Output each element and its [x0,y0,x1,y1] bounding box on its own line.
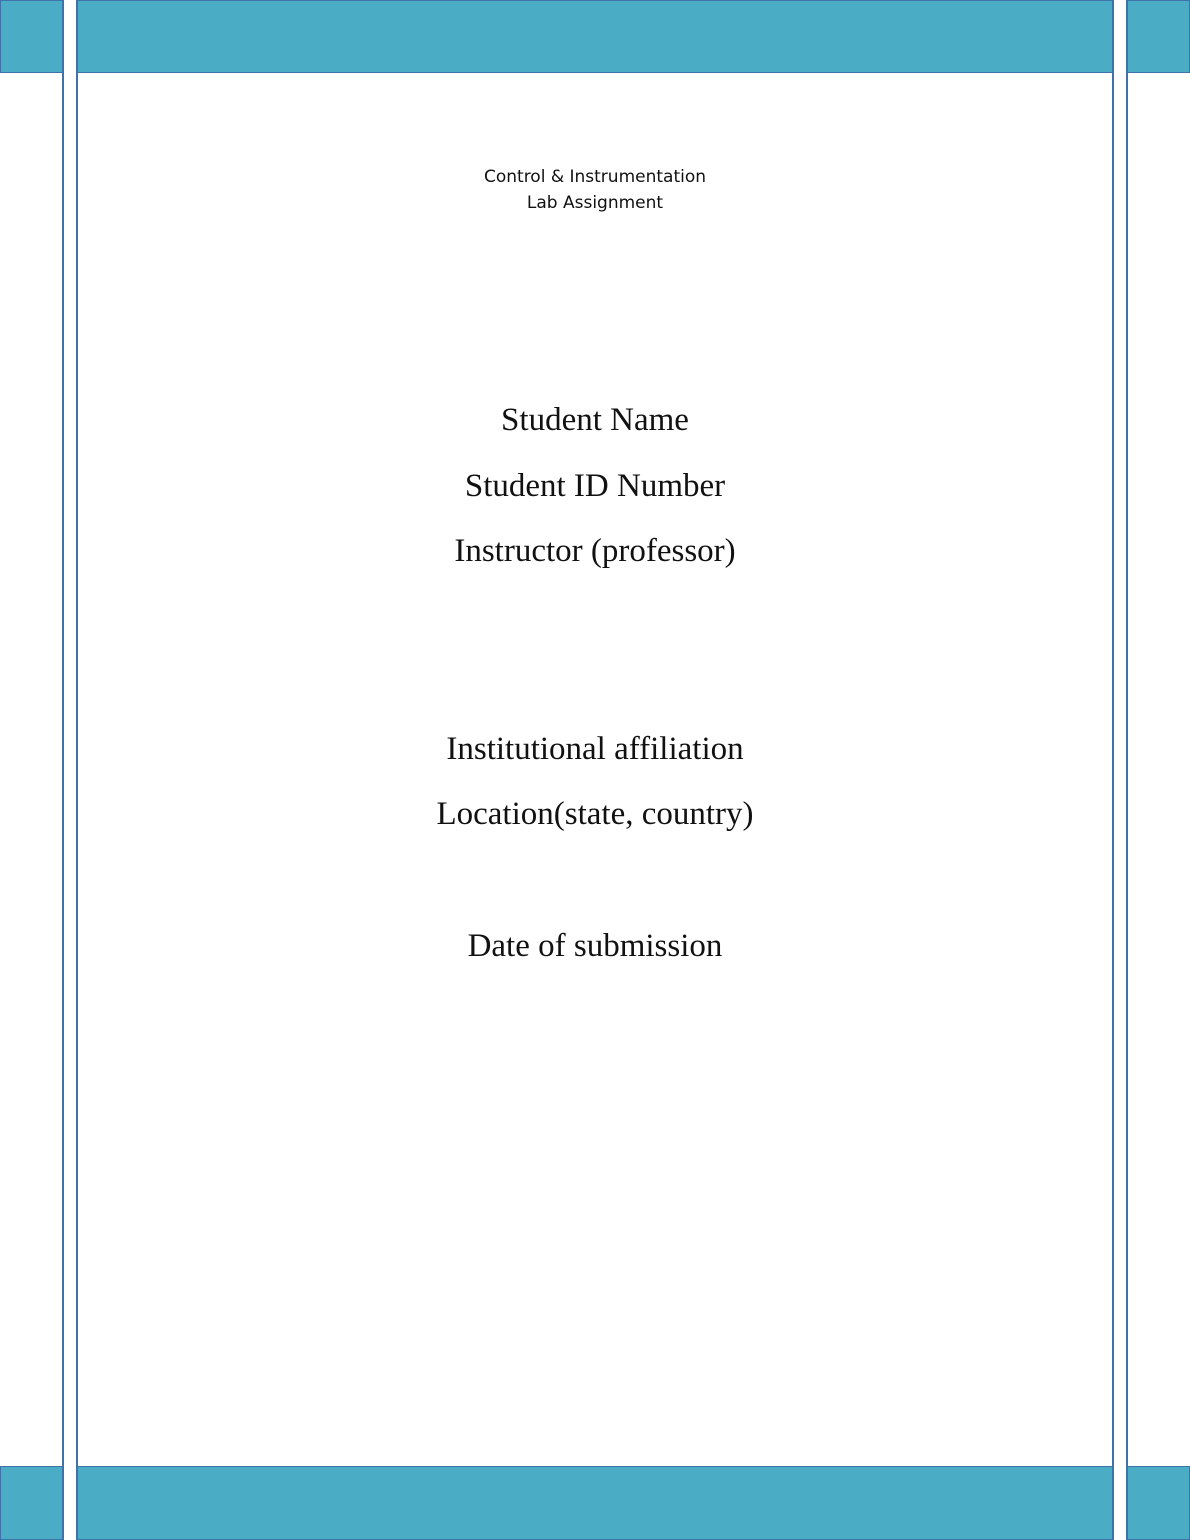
student-id: Student ID Number [464,468,726,504]
course-title: Control & Instrumentation [483,167,707,187]
frame-line-right-outer [1126,0,1128,1540]
student-name: Student Name [501,402,689,438]
bottom-band-right [1127,1466,1190,1540]
bottom-band-left [0,1466,63,1540]
frame-line-right-inner [1112,0,1114,1540]
frame-line-left-inner [76,0,78,1540]
top-band-left [0,0,63,73]
top-band-center [77,0,1113,73]
location: Location(state, country) [436,796,754,832]
top-band-right [1127,0,1190,73]
submission-date: Date of submission [467,928,723,964]
bottom-band-center [77,1466,1113,1540]
instructor: Instructor (professor) [454,533,736,569]
assignment-title: Lab Assignment [526,193,664,213]
frame-line-left-outer [62,0,64,1540]
institutional-affiliation: Institutional affiliation [446,731,744,767]
